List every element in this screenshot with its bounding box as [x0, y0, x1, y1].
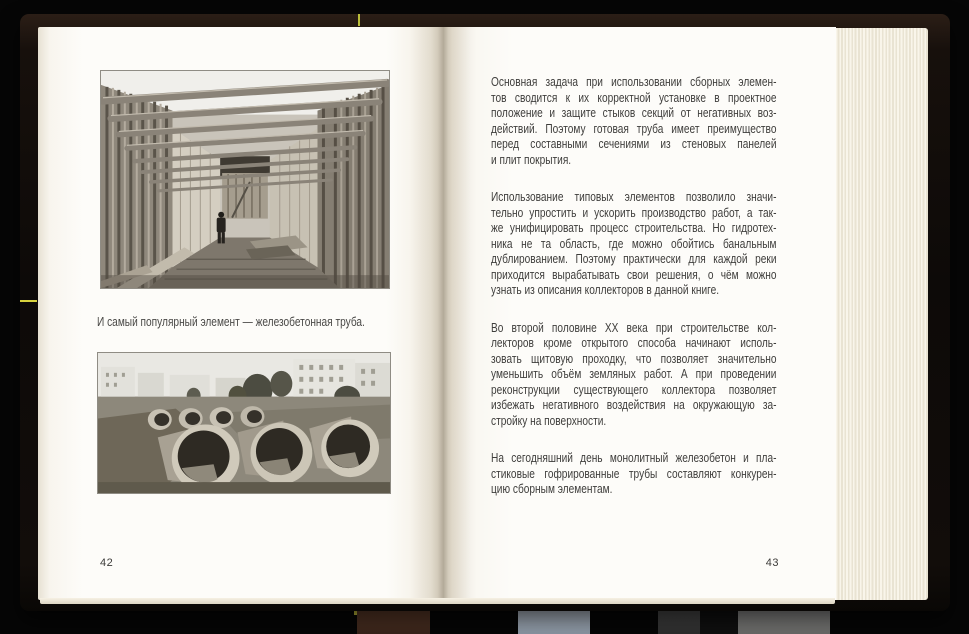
page-bottom-edge [40, 598, 835, 604]
paragraph [491, 189, 776, 298]
text-line: зовать щитовую проходку, что позволяет значительно [491, 350, 777, 366]
text-line: и плит покрытия. [491, 151, 572, 167]
text-line: Во второй половине XX века при строительстве кол- [491, 319, 777, 335]
text-line: Основная задача при использовании сборных элемен- [491, 74, 777, 89]
left-page [38, 27, 443, 600]
text-line: ника не та область, где можно обойтись банальным [491, 235, 777, 251]
text-line: тов сводится к их корректной установке в проектное [491, 89, 777, 105]
text-line: лекторов кроме открытого способа начинают исполь- [491, 335, 777, 350]
page-number-right: 43 [765, 557, 779, 569]
text-line: Использование типовых элементов позволило значи- [491, 189, 777, 204]
concrete-pipes-photo [98, 353, 390, 493]
text-line: тельно упростить и ускорить производство работ, а так- [491, 204, 777, 220]
text-line: стиковые гофрированные трубы составляют конкурен- [491, 465, 777, 481]
pipes-photo-frame [97, 352, 391, 494]
page-edge-stack [836, 28, 928, 600]
bookmark-tick-top [358, 14, 360, 26]
text-line: уменьшить объём земляных работ. А при проведении [491, 366, 777, 381]
text-line: узнать из описания коллекторов в данной книге. [491, 282, 720, 297]
text-line: приходится вырабатывать свои решения, о чём можно [491, 266, 777, 282]
text-line: же унифицировать процесс строительства. Но гидротех- [491, 220, 777, 235]
text-line: цию сборным элементам. [491, 481, 613, 496]
text-line: избежать негативного воздействия на окружающую за- [491, 397, 777, 412]
text-line: дублированием. Поэтому практически для каждой реки [491, 251, 777, 266]
text-line: стройку на поверхности. [491, 412, 607, 428]
text-line: положение и защите стыков секций от негативных воз- [491, 105, 777, 120]
paragraph [491, 320, 776, 429]
paragraph [491, 74, 776, 167]
photo-caption: И самый популярный элемент — железобетонная труба. [97, 314, 365, 329]
page-number-left: 42 [100, 557, 114, 569]
text-line: На сегодняшний день монолитный железобетон и пла- [491, 450, 777, 465]
bookmark-tick-left [20, 300, 37, 302]
book-pages [38, 27, 928, 600]
trench-photo-frame [100, 70, 390, 289]
paragraph [491, 450, 776, 497]
text-line: действий. Поэтому готовая труба имеет преимущество [491, 120, 777, 136]
text-line: перед составными сечениями из стеновых панелей [491, 136, 777, 151]
trench-timber-shoring-photo [101, 71, 389, 288]
text-line: реконструкции существующего коллектора позволяет [491, 381, 777, 397]
right-page [443, 27, 836, 600]
body-text [491, 74, 776, 519]
